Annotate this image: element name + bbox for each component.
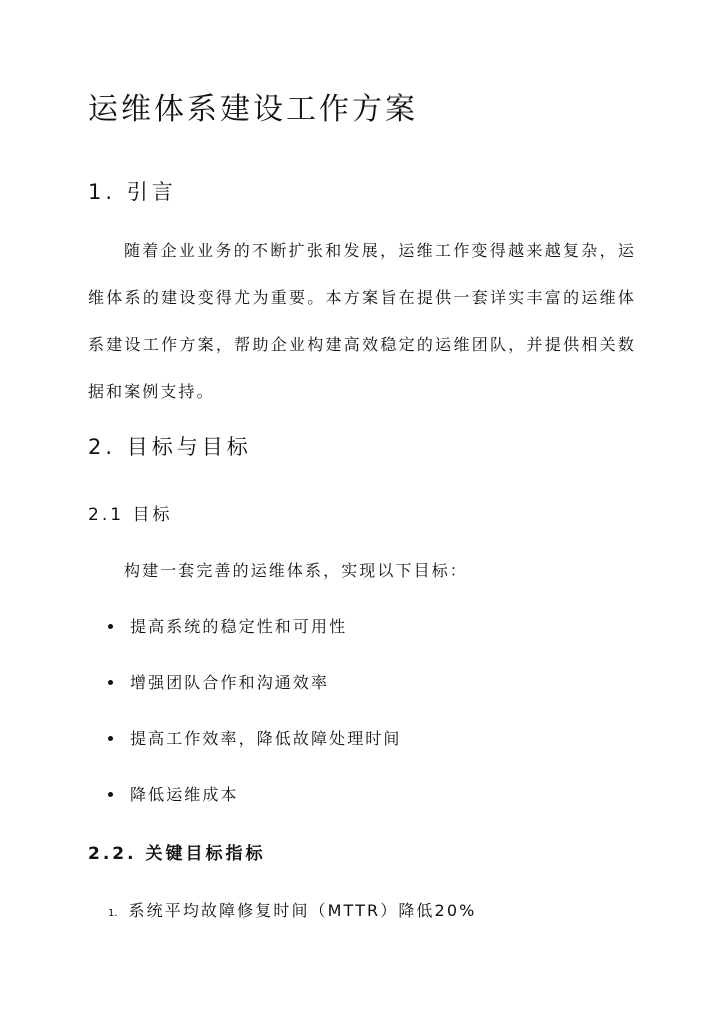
intro-paragraph: 随着企业业务的不断扩张和发展，运维工作变得越来越复杂，运维体系的建设变得尤为重要。本方案旨在提供一套详实丰富的运维体系建设工作方案，帮助企业构建高效稳定的运维团队，并提供相关数据和案例支持。 [88, 241, 636, 401]
kpi-item-text: 系统平均故障修复时间（MTTR）降低20% [128, 901, 477, 920]
bullet-icon [108, 736, 113, 741]
kpi-numbered-item [108, 898, 476, 921]
subsection-heading-kpi: 2.2. 关键目标指标 [88, 844, 266, 864]
document-title: 运维体系建设工作方案 [88, 92, 418, 127]
list-number: 1. [108, 908, 118, 919]
goal-bullet-item [108, 670, 329, 693]
subsection-heading-goal: 2.1 目标 [88, 505, 173, 525]
goal-bullet-text: 降低运维成本 [130, 785, 239, 804]
goal-bullet-text: 增强团队合作和沟通效率 [130, 673, 330, 692]
goal-intro-text: 构建一套完善的运维体系，实现以下目标： [124, 561, 468, 580]
section-heading-intro: 1. 引言 [88, 180, 177, 204]
goal-bullet-text: 提高工作效率，降低故障处理时间 [130, 729, 402, 748]
goal-bullet-text: 提高系统的稳定性和可用性 [130, 617, 348, 636]
bullet-icon [108, 680, 113, 685]
section-heading-goals: 2. 目标与目标 [88, 435, 252, 459]
bullet-icon [108, 792, 113, 797]
goal-bullet-item [108, 726, 402, 749]
goal-bullet-item [108, 614, 347, 637]
goal-bullet-item [108, 782, 239, 805]
bullet-icon [108, 624, 113, 629]
